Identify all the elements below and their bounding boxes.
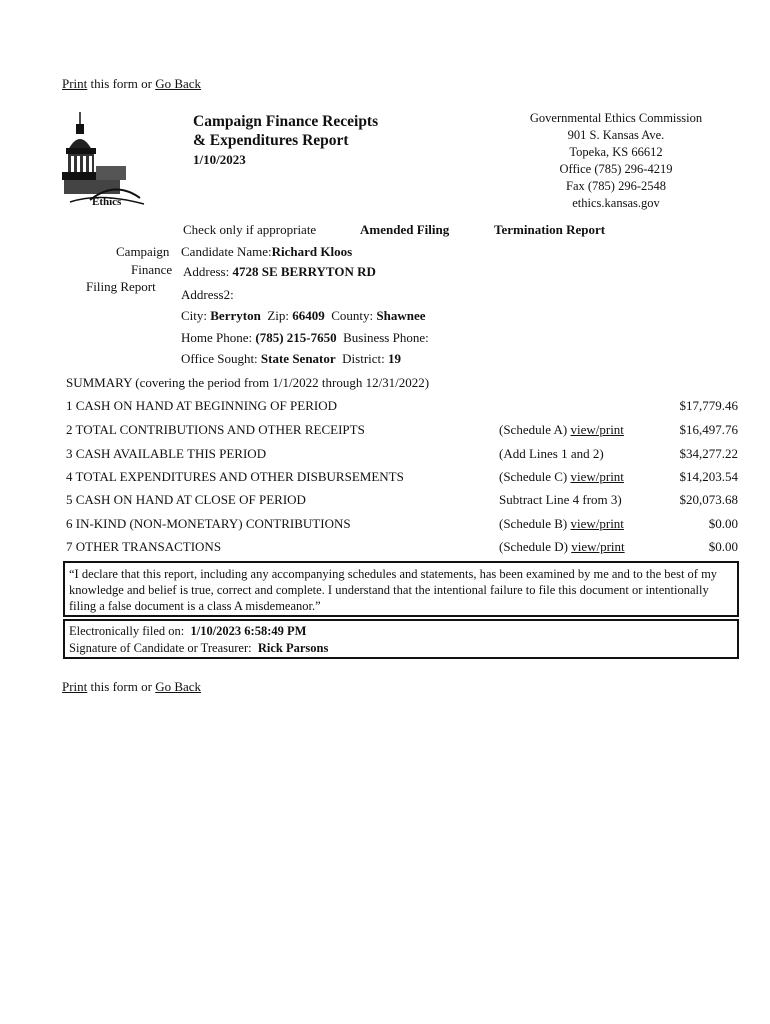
address-line [183,264,376,280]
declaration-box: “I declare that this report, including any accompanying schedules and statements, has been examined by me and to the best of my knowledge and belief is true, correct and complete. I understand that the intentional failure to file this document or intentionally filing a false document is a class A misdemeanor.” [63,561,739,617]
county-label: County: [331,308,374,323]
candidate-name-value: Richard Kloos [271,244,353,259]
summary-row [66,446,740,466]
office-line [181,351,401,367]
zip-label: Zip: [267,308,289,323]
capitol-building-icon [60,110,150,210]
agency-city: Topeka, KS 66612 [569,145,663,159]
report-title-line2: & Expenditures Report [193,132,349,149]
amended-filing-option[interactable]: Amended Filing [360,222,450,237]
filed-label: Electronically filed on: [69,624,185,638]
candidate-name-label: Candidate Name: [181,244,272,259]
home-phone-value: (785) 215-7650 [255,330,337,345]
office-label: Office Sought: [181,351,258,366]
summary-row-label: 3 CASH AVAILABLE THIS PERIOD [66,446,267,461]
summary-row-schedule [499,492,622,508]
county-value: Shawnee [376,308,426,323]
view-print-link[interactable]: view/print [570,516,624,531]
office-value: State Senator [260,351,336,366]
district-label: District: [342,351,385,366]
go-back-link[interactable]: Go Back [155,76,202,91]
agency-name: Governmental Ethics Commission [529,111,703,125]
termination-report-option[interactable]: Termination Report [494,222,606,237]
schedule-text: (Add Lines 1 and 2) [499,446,604,461]
agency-website: ethics.kansas.gov [572,196,660,210]
schedule-text: (Schedule B) [499,516,571,531]
schedule-text: (Schedule C) [499,469,571,484]
summary-row [66,422,740,442]
summary-row [66,469,740,489]
summary-row-amount: $0.00 [708,516,738,531]
signer-line [69,640,733,657]
summary-row-schedule [499,446,604,462]
side-label-finance: Finance [131,262,173,277]
business-phone-label: Business Phone: [343,330,429,345]
city-value: Berryton [210,308,261,323]
home-phone-label: Home Phone: [181,330,253,345]
nav-text-bottom: this form or [87,679,156,694]
summary-row-amount: $0.00 [708,539,738,554]
summary-row [66,539,740,559]
summary-row-schedule [499,539,625,555]
side-label-filing-report: Filing Report [86,279,156,294]
schedule-text: Subtract Line 4 from 3) [499,492,622,507]
report-date: 1/10/2023 [193,152,246,167]
bottom-nav [62,679,201,695]
summary-row-schedule [499,516,624,532]
address-label: Address: [183,264,230,279]
summary-row-label: 1 CASH ON HAND AT BEGINNING OF PERIOD [66,398,337,413]
city-zip-county-line [181,308,426,324]
report-title-line1: Campaign Finance Receipts [193,113,379,130]
summary-row [66,492,740,512]
summary-row-amount: $20,073.68 [679,492,738,507]
summary-row-label: 5 CASH ON HAND AT CLOSE OF PERIOD [66,492,306,507]
address2-label: Address2: [181,287,234,302]
signature-box [63,619,739,659]
view-print-link[interactable]: view/print [570,469,624,484]
summary-row [66,516,740,536]
summary-row-label: 2 TOTAL CONTRIBUTIONS AND OTHER RECEIPTS [66,422,365,437]
candidate-name-line [181,244,352,260]
logo-text: Ethics [92,196,122,208]
view-print-link[interactable]: view/print [571,539,625,554]
zip-value: 66409 [292,308,325,323]
phone-line [181,330,429,346]
print-link-bottom[interactable]: Print [62,679,88,694]
check-label: Check only if appropriate [183,222,317,237]
summary-row-amount: $17,779.46 [679,398,738,413]
summary-row-label: 6 IN-KIND (NON-MONETARY) CONTRIBUTIONS [66,516,351,531]
summary-row [66,398,740,418]
agency-info [511,110,721,212]
agency-street: 901 S. Kansas Ave. [567,128,665,142]
district-value: 19 [388,351,402,366]
go-back-link-bottom[interactable]: Go Back [155,679,202,694]
top-nav [62,76,201,92]
agency-fax: Fax (785) 296-2548 [566,179,666,193]
summary-row-label: 4 TOTAL EXPENDITURES AND OTHER DISBURSEMENTS [66,469,404,484]
agency-office-phone: Office (785) 296-4219 [559,162,673,176]
summary-row-amount: $16,497.76 [679,422,738,437]
signer-label: Signature of Candidate or Treasurer: [69,641,252,655]
filed-line [69,623,733,640]
summary-row-schedule [499,469,624,485]
side-label-campaign: Campaign [116,244,170,259]
filed-value: 1/10/2023 6:58:49 PM [190,624,307,638]
summary-row-label: 7 OTHER TRANSACTIONS [66,539,222,554]
summary-heading: SUMMARY (covering the period from 1/1/2022 through 12/31/2022) [66,375,430,390]
city-label: City: [181,308,208,323]
view-print-link[interactable]: view/print [570,422,624,437]
schedule-text: (Schedule A) [499,422,571,437]
print-link[interactable]: Print [62,76,88,91]
summary-row-amount: $34,277.22 [679,446,738,461]
summary-row-schedule [499,422,624,438]
address-value: 4728 SE BERRYTON RD [232,264,376,279]
signer-value: Rick Parsons [257,641,329,655]
summary-row-amount: $14,203.54 [679,469,738,484]
schedule-text: (Schedule D) [499,539,572,554]
nav-text: this form or [87,76,156,91]
